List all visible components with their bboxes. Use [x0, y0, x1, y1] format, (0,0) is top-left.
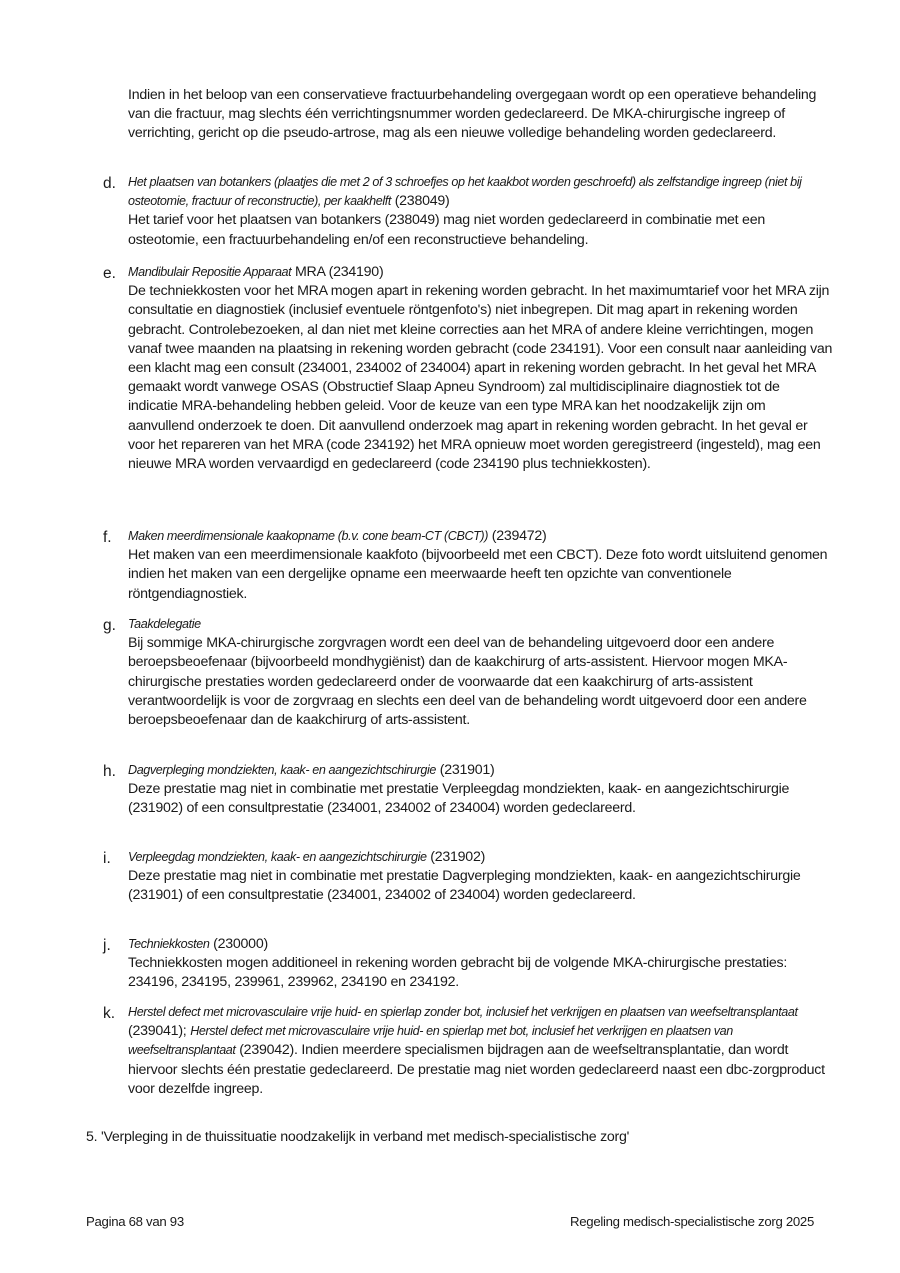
list-marker: i.: [103, 850, 111, 867]
item-body: Het maken van een meerdimensionale kaakfoto (bijvoorbeeld met een CBCT). Deze foto wordt uitsluitend genomen indien het maken van een dergelijke opname een meerwaarde heeft ten opzichte van conventionele röntgendiagnostiek.: [128, 547, 828, 602]
item-title: Taakdelegatie: [128, 617, 201, 631]
item-code: (231901): [436, 762, 495, 778]
item-code: (238049): [391, 193, 450, 210]
list-marker: j.: [103, 937, 111, 954]
item-title-2: Herstel defect met microvasculaire vrije huid- en spierlap met bot, inclusief het verkrijgen en plaatsen van weefseltransplantaat: [128, 1024, 733, 1058]
list-marker: f.: [103, 529, 112, 546]
item-body: Indien meerdere specialismen bijdragen aan de weefseltransplantatie, dan wordt hiervoor slechts één prestatie gedeclareerd. De prestatie mag niet worden gedeclareerd naast een dbc-zorgproduct voor dezelfde ingreep.: [128, 1042, 825, 1097]
item-body: Het tarief voor het plaatsen van botankers (238049) mag niet worden gedeclareerd in combinatie met een osteotomie, een fractuurbehandeling en/of een reconstructieve behandeling.: [128, 212, 765, 248]
item-title: Mandibulair Repositie Apparaat: [128, 265, 292, 279]
list-item-e: [103, 263, 833, 474]
list-marker: g.: [103, 617, 116, 634]
list-marker: e.: [103, 265, 116, 282]
item-body: Deze prestatie mag niet in combinatie met prestatie Verpleegdag mondziekten, kaak- en aangezichtschirurgie (231902) of een consultprestatie (234001, 234002 of 234004) worden gedeclareerd.: [128, 781, 790, 817]
list-item-f: [103, 527, 833, 604]
list-marker: k.: [103, 1005, 116, 1022]
list-item-g: [103, 615, 833, 730]
item-title: Maken meerdimensionale kaakopname (b.v. cone beam-CT (CBCT)): [128, 529, 489, 543]
list-marker: d.: [103, 175, 116, 192]
list-item-j: [103, 935, 833, 993]
item-title: Verpleegdag mondziekten, kaak- en aangezichtschirurgie: [128, 850, 427, 864]
section-heading: 5. 'Verpleging in de thuissituatie noodzakelijk in verband met medisch-specialistische zorg': [86, 1129, 630, 1145]
item-code: (239041);: [128, 1023, 191, 1040]
item-body: Bij sommige MKA-chirurgische zorgvragen wordt een deel van de behandeling uitgevoerd door een andere beroepsbeoefenaar (bijvoorbeeld mondhygiënist) dan de kaakchirurg of arts-assistent. Hiervoor mogen MKA-chirurgische prestaties worden gedeclareerd onder de voorwaarde dat een kaakchirurg of arts-assistent verantwoordelijk is voor de zorgvraag en slechts een deel van de behandeling wordt uitgevoerd door een andere beroepsbeoefenaar dan de kaakchirurg of arts-assistent.: [128, 635, 807, 729]
item-title: Herstel defect met microvasculaire vrije huid- en spierlap zonder bot, inclusief het verkrijgen en plaatsen van weefseltransplantaat: [128, 1005, 798, 1019]
intro-paragraph: Indien in het beloop van een conservatieve fractuurbehandeling overgegaan wordt op een operatieve behandeling van die fractuur, mag slechts één verrichtingsnummer worden gedeclareerd. De MKA-chirurgische ingreep of verrichting, gericht op die pseudo-artrose, mag als een nieuwe volledige behandeling worden gedeclareerd.: [128, 87, 817, 142]
item-code-2: (239042).: [235, 1042, 302, 1059]
item-body: Deze prestatie mag niet in combinatie met prestatie Dagverpleging mondziekten, kaak- en aangezichtschirurgie (231901) of een consultprestatie (234001, 234002 of 234004) worden gedeclareerd.: [128, 868, 801, 904]
item-body: De techniekkosten voor het MRA mogen apart in rekening worden gebracht. In het maximumtarief voor het MRA zijn consultatie en diagnostiek (inclusief eventuele röntgenfoto's) niet inbegrepen. Dit mag apart in rekening worden gebracht. Controlebezoeken, al dan niet met kleine correcties aan het MRA of andere kleine verrichtingen, mogen vanaf twee maanden na plaatsing in rekening worden gebracht (code 234191). Voor een consult naar aanleiding van een klacht mag een consult (234001, 234002 of 234004) apart in rekening worden gebracht. In het geval het MRA gemaakt wordt vanwege OSAS (Obstructief Slaap Apneu Syndroom) zal multidisciplinaire diagnostiek tot de indicatie MRA-behandeling hebben geleid. Voor de keuze van een type MRA kan het noodzakelijk zijn om aanvullend onderzoek te doen. Dit aanvullend onderzoek mag apart in rekening worden gebracht. In het geval er voor het repareren van het MRA (code 234192) het MRA opnieuw moet worden geregistreerd (ingesteld), mag een nieuwe MRA worden vervaardigd en gedeclareerd (code 234190 plus techniekkosten).: [128, 283, 833, 473]
list-marker: h.: [103, 763, 116, 780]
item-code: (230000): [209, 936, 268, 952]
item-code: (239472): [488, 528, 547, 544]
list-item-i: [103, 848, 833, 906]
list-item-k: [103, 1003, 833, 1099]
item-title: Dagverpleging mondziekten, kaak- en aangezichtschirurgie: [128, 763, 437, 777]
item-title: Het plaatsen van botankers (plaatjes die met 2 of 3 schroefjes op het kaakbot worden geschroefd) als zelfstandige ingreep (niet bij osteotomie, fractuur of reconstructie), per kaakhelft: [128, 175, 802, 209]
page-number: Pagina 68 van 93: [86, 1214, 184, 1229]
list-item-d: [103, 173, 833, 250]
item-body: Techniekkosten mogen additioneel in rekening worden gebracht bij de volgende MKA-chirurgische prestaties: 234196, 234195, 239961, 239962, 234190 en 234192.: [128, 955, 788, 991]
item-title: Techniekkosten: [128, 937, 210, 951]
document-title: Regeling medisch-specialistische zorg 2025: [570, 1214, 814, 1229]
item-code: (231902): [426, 849, 486, 865]
item-code: MRA (234190): [291, 264, 384, 280]
list-item-h: [103, 761, 833, 819]
